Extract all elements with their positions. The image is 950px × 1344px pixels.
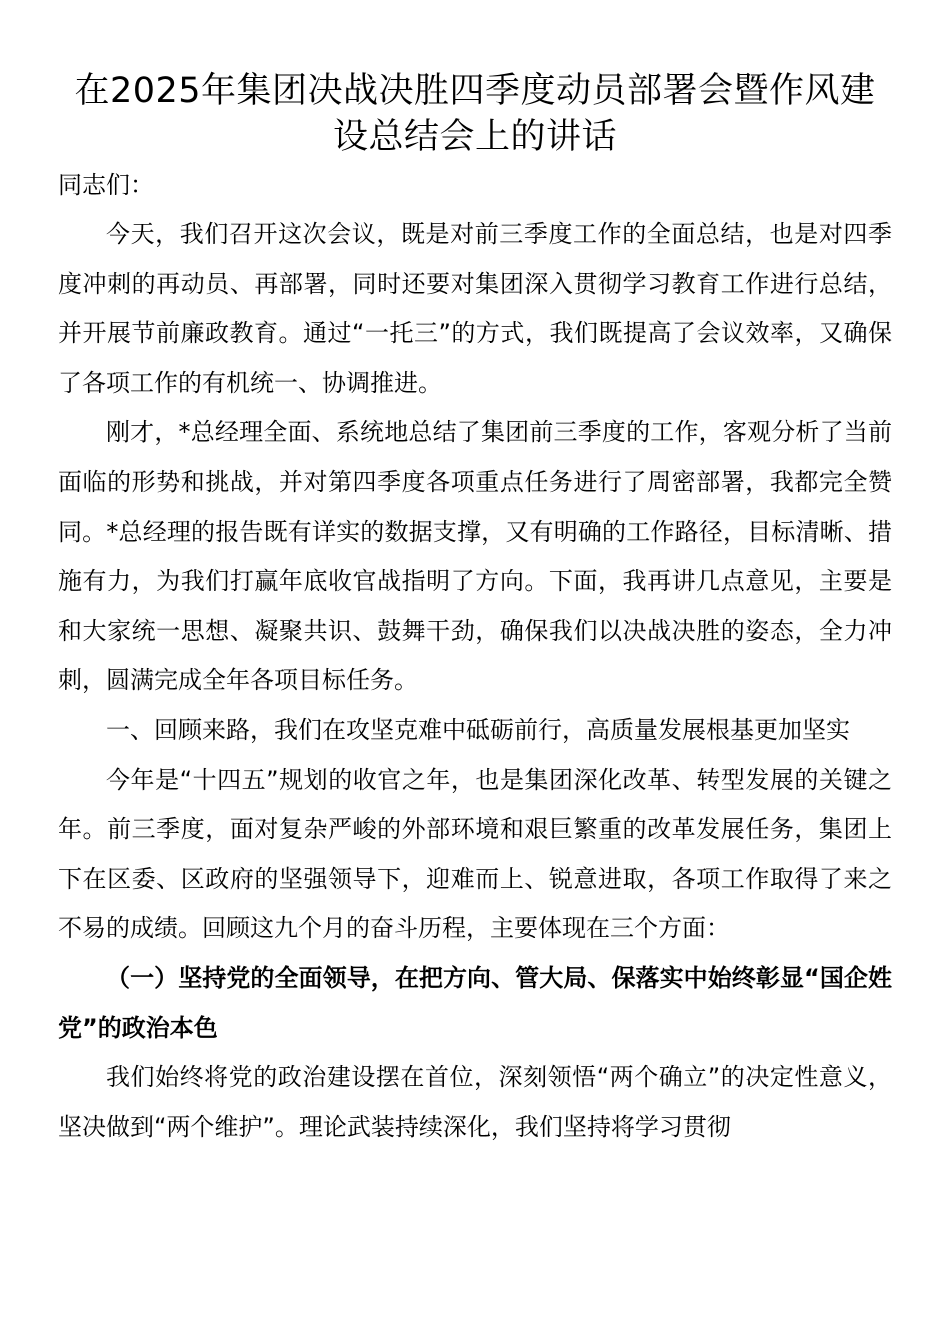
subsection-heading-1: （一）坚持党的全面领导，在把方向、管大局、保落实中始终彰显“国企姓党”的政治本色 xyxy=(58,963,892,1042)
salutation: 同志们： xyxy=(58,171,154,199)
paragraph-party-building: 我们始终将党的政治建设摆在首位，深刻领悟“两个确立”的决定性意义，坚决做到“两个维护”。理论武装持续深化，我们坚持将学习贯彻 xyxy=(58,1063,892,1141)
document-page xyxy=(58,68,892,1152)
paragraph-summary: 刚才，*总经理全面、系统地总结了集团前三季度的工作，客观分析了当前面临的形势和挑战，并对第四季度各项重点任务进行了周密部署，我都完全赞同。*总经理的报告既有详实的数据支撑，又有明确的工作路径，目标清晰、措施有力，为我们打赢年底收官战指明了方向。下面，我再讲几点意见，主要是和大家统一思想、凝聚共识、鼓舞干劲，确保我们以决战决胜的姿态，全力冲刺，圆满完成全年各项目标任务。 xyxy=(58,418,892,695)
paragraph-opening: 今天，我们召开这次会议，既是对前三季度工作的全面总结，也是对四季度冲刺的再动员、再部署，同时还要对集团深入贯彻学习教育工作进行总结，并开展节前廉政教育。通过“一托三”的方式，我们既提高了会议效率，又确保了各项工作的有机统一、协调推进。 xyxy=(58,220,892,397)
document-title: 在2025年集团决战决胜四季度动员部署会暨作风建设总结会上的讲话 xyxy=(74,71,876,157)
paragraph-review: 今年是“十四五”规划的收官之年，也是集团深化改革、转型发展的关键之年。前三季度，面对复杂严峻的外部环境和艰巨繁重的改革发展任务，集团上下在区委、区政府的坚强领导下，迎难而上、锐意进取，各项工作取得了来之不易的成绩。回顾这九个月的奋斗历程，主要体现在三个方面： xyxy=(58,765,892,943)
section-heading-1: 一、回顾来路，我们在攻坚克难中砥砺前行，高质量发展根基更加坚实 xyxy=(106,715,850,744)
